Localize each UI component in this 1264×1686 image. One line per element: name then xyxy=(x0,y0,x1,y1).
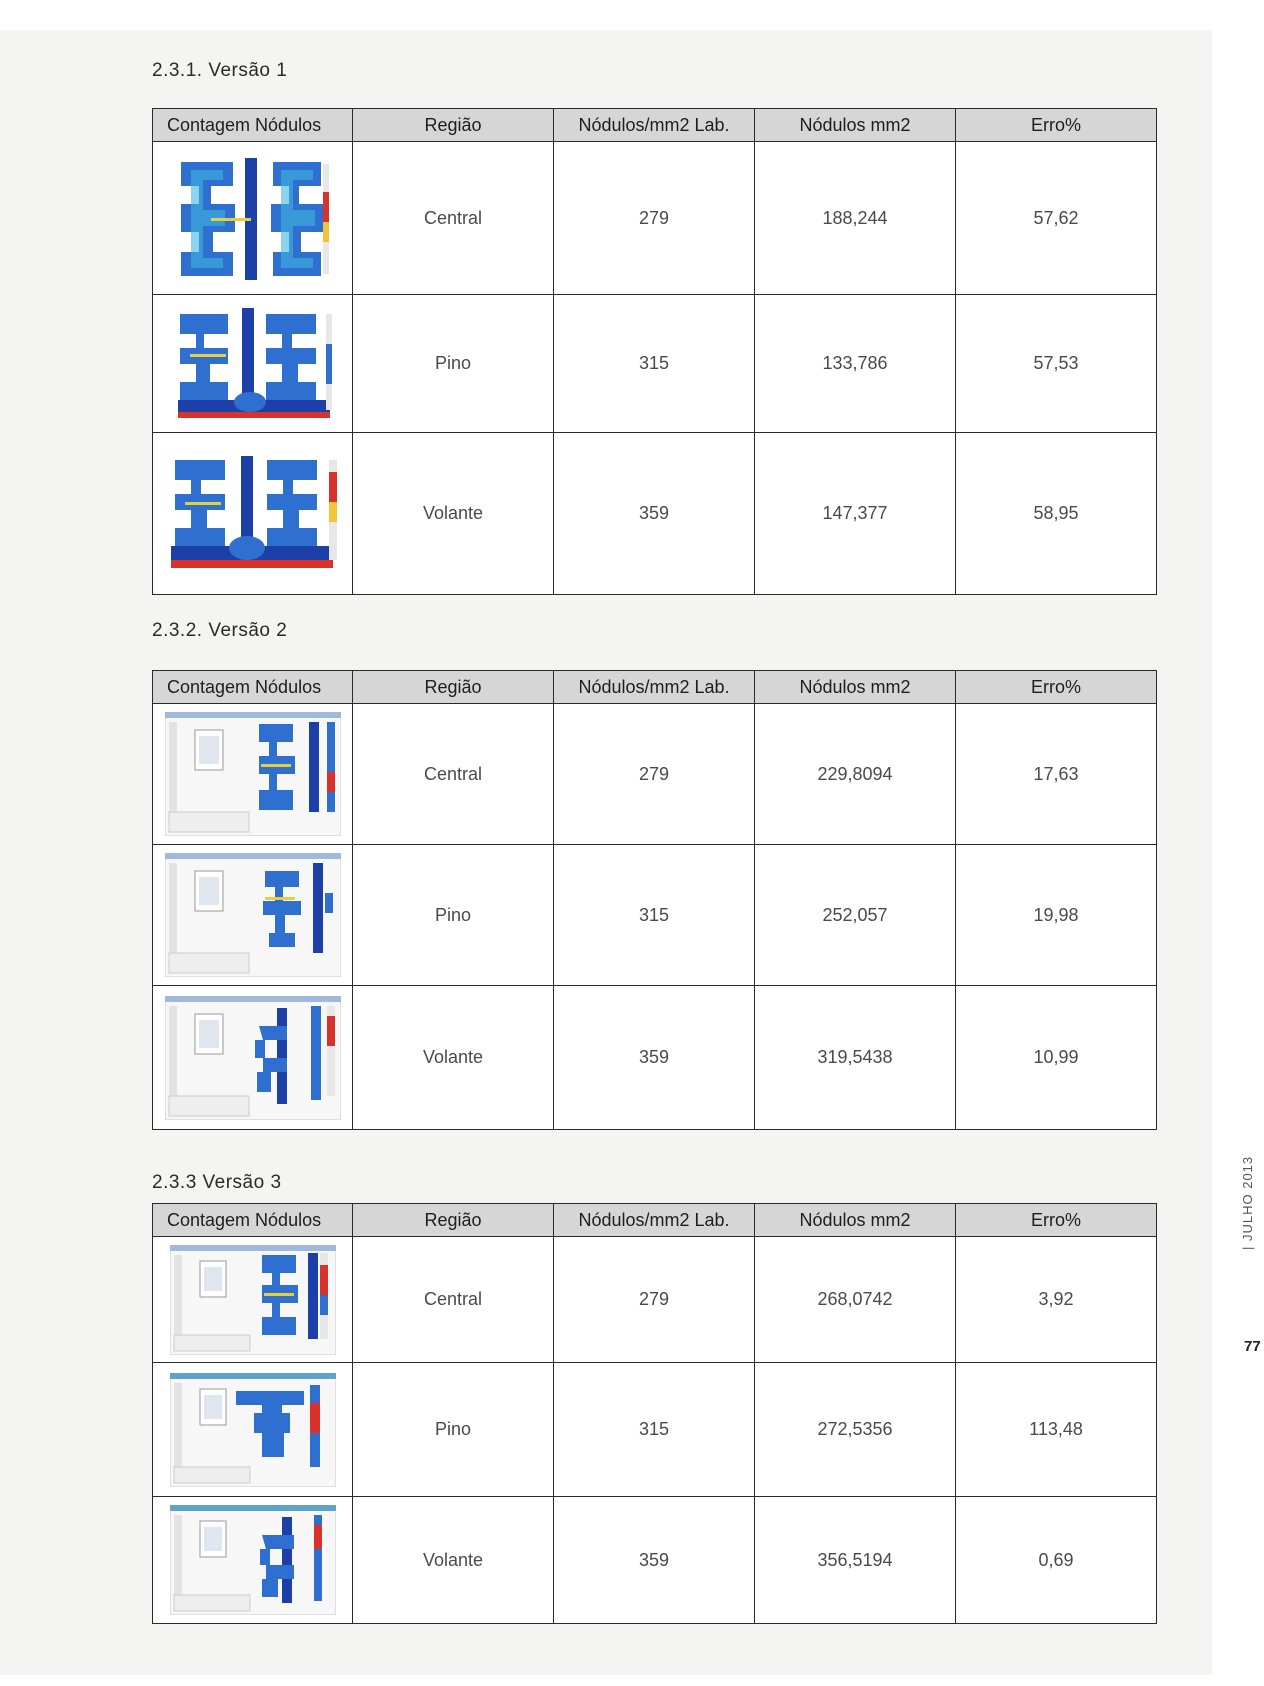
cell-erro: 10,99 xyxy=(956,986,1157,1130)
cell-lab: 279 xyxy=(554,142,755,295)
header-erro: Erro% xyxy=(956,1204,1157,1237)
simulation-thumbnail xyxy=(163,452,343,576)
cell-regiao: Volante xyxy=(353,986,554,1130)
header-nodulos: Nódulos mm2 xyxy=(755,1204,956,1237)
cell-nodulos: 356,5194 xyxy=(755,1497,956,1624)
cell-regiao: Central xyxy=(353,142,554,295)
section-title-versao-2: 2.3.2. Versão 2 xyxy=(152,620,288,641)
cell-nodulos: 319,5438 xyxy=(755,986,956,1130)
cell-regiao: Pino xyxy=(353,1363,554,1497)
header-lab: Nódulos/mm2 Lab. xyxy=(554,1204,755,1237)
cell-erro: 3,92 xyxy=(956,1237,1157,1363)
issue-date-label: | JULHO 2013 xyxy=(1240,1155,1255,1250)
simulation-thumbnail xyxy=(170,304,336,424)
table-row xyxy=(153,845,1157,986)
table-row xyxy=(153,433,1157,595)
cell-nodulos: 133,786 xyxy=(755,295,956,433)
page-number: 77 xyxy=(1244,1338,1261,1355)
cell-lab: 359 xyxy=(554,986,755,1130)
cell-lab: 279 xyxy=(554,1237,755,1363)
cell-lab: 359 xyxy=(554,1497,755,1624)
thumbnail-cell xyxy=(153,142,353,295)
section-title-versao-1: 2.3.1. Versão 1 xyxy=(152,60,288,81)
thumbnail-cell xyxy=(153,295,353,433)
header-contagem: Contagem Nódulos xyxy=(153,671,353,704)
software-screenshot-thumbnail xyxy=(165,853,341,977)
cell-lab: 359 xyxy=(554,433,755,595)
cell-erro: 58,95 xyxy=(956,433,1157,595)
cell-erro: 57,53 xyxy=(956,295,1157,433)
thumbnail-cell xyxy=(153,986,353,1130)
simulation-thumbnail xyxy=(173,152,333,284)
cell-regiao: Central xyxy=(353,704,554,845)
cell-erro: 19,98 xyxy=(956,845,1157,986)
header-nodulos: Nódulos mm2 xyxy=(755,671,956,704)
cell-lab: 315 xyxy=(554,1363,755,1497)
cell-nodulos: 268,0742 xyxy=(755,1237,956,1363)
header-regiao: Região xyxy=(353,1204,554,1237)
table-header-row xyxy=(153,109,1157,142)
table-row xyxy=(153,1363,1157,1497)
software-screenshot-thumbnail xyxy=(165,712,341,836)
software-screenshot-thumbnail xyxy=(170,1245,336,1355)
header-erro: Erro% xyxy=(956,109,1157,142)
table-row xyxy=(153,1497,1157,1624)
cell-nodulos: 147,377 xyxy=(755,433,956,595)
header-lab: Nódulos/mm2 Lab. xyxy=(554,671,755,704)
cell-nodulos: 272,5356 xyxy=(755,1363,956,1497)
thumbnail-cell xyxy=(153,1497,353,1624)
table-row xyxy=(153,704,1157,845)
cell-erro: 17,63 xyxy=(956,704,1157,845)
software-screenshot-thumbnail xyxy=(170,1505,336,1615)
header-contagem: Contagem Nódulos xyxy=(153,109,353,142)
header-regiao: Região xyxy=(353,109,554,142)
table-row xyxy=(153,986,1157,1130)
software-screenshot-thumbnail xyxy=(165,996,341,1120)
table-row xyxy=(153,295,1157,433)
cell-erro: 0,69 xyxy=(956,1497,1157,1624)
table-header-row xyxy=(153,671,1157,704)
table-versao-2 xyxy=(152,670,1157,1130)
cell-lab: 279 xyxy=(554,704,755,845)
thumbnail-cell xyxy=(153,433,353,595)
cell-regiao: Volante xyxy=(353,1497,554,1624)
table-versao-3 xyxy=(152,1203,1157,1624)
software-screenshot-thumbnail xyxy=(170,1373,336,1487)
thumbnail-cell xyxy=(153,704,353,845)
cell-regiao: Pino xyxy=(353,295,554,433)
section-title-versao-3: 2.3.3 Versão 3 xyxy=(152,1172,282,1193)
table-row xyxy=(153,142,1157,295)
cell-erro: 57,62 xyxy=(956,142,1157,295)
cell-nodulos: 229,8094 xyxy=(755,704,956,845)
table-row xyxy=(153,1237,1157,1363)
cell-nodulos: 188,244 xyxy=(755,142,956,295)
thumbnail-cell xyxy=(153,1363,353,1497)
header-lab: Nódulos/mm2 Lab. xyxy=(554,109,755,142)
table-versao-1 xyxy=(152,108,1157,595)
header-nodulos: Nódulos mm2 xyxy=(755,109,956,142)
header-contagem: Contagem Nódulos xyxy=(153,1204,353,1237)
cell-lab: 315 xyxy=(554,845,755,986)
cell-regiao: Volante xyxy=(353,433,554,595)
thumbnail-cell xyxy=(153,845,353,986)
cell-erro: 113,48 xyxy=(956,1363,1157,1497)
cell-regiao: Pino xyxy=(353,845,554,986)
cell-nodulos: 252,057 xyxy=(755,845,956,986)
thumbnail-cell xyxy=(153,1237,353,1363)
header-erro: Erro% xyxy=(956,671,1157,704)
cell-lab: 315 xyxy=(554,295,755,433)
table-header-row xyxy=(153,1204,1157,1237)
header-regiao: Região xyxy=(353,671,554,704)
cell-regiao: Central xyxy=(353,1237,554,1363)
